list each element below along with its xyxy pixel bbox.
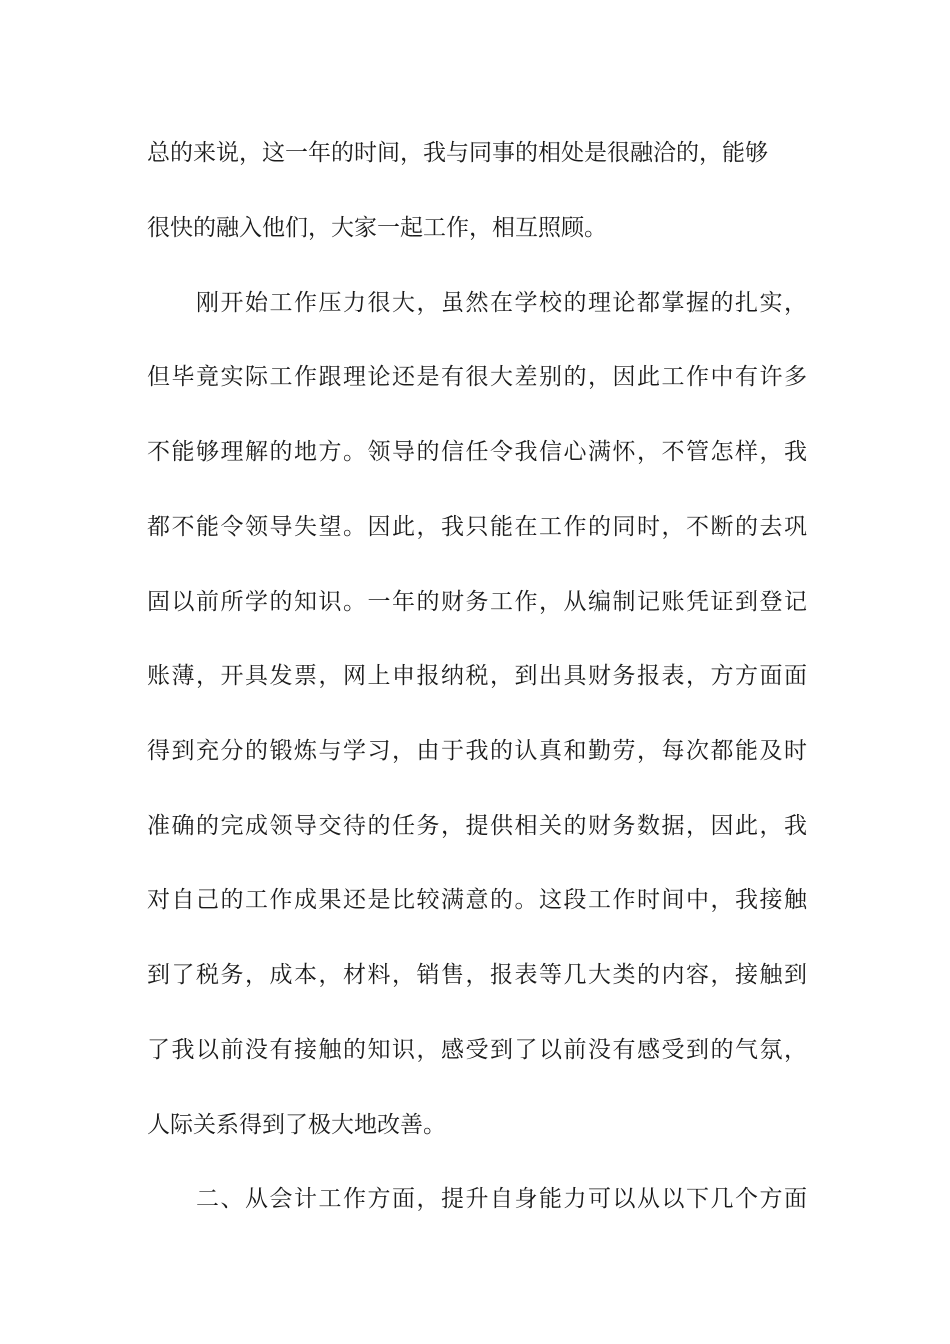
text-line: 二、从会计工作方面，提升自身能力可以从以下几个方面 (147, 1186, 807, 1212)
text-line: 准确的完成领导交待的任务，提供相关的财务数据，因此，我 (147, 813, 807, 839)
text-line: 得到充分的锻炼与学习，由于我的认真和勤劳，每次都能及时 (147, 738, 807, 764)
text-line: 但毕竟实际工作跟理论还是有很大差别的，因此工作中有许多 (147, 364, 807, 390)
text-line: 总的来说，这一年的时间，我与同事的相处是很融洽的，能够 (147, 140, 768, 166)
text-line: 了我以前没有接触的知识，感受到了以前没有感受到的气氛， (147, 1037, 807, 1063)
text-line: 都不能令领导失望。因此，我只能在工作的同时，不断的去巩 (147, 514, 807, 540)
text-line: 固以前所学的知识。一年的财务工作，从编制记账凭证到登记 (147, 589, 807, 615)
text-line: 不能够理解的地方。领导的信任令我信心满怀，不管怎样，我 (147, 439, 807, 465)
text-line: 到了税务，成本，材料，销售，报表等几大类的内容，接触到 (147, 962, 807, 988)
text-line: 对自己的工作成果还是比较满意的。这段工作时间中，我接触 (147, 887, 807, 913)
text-line: 刚开始工作压力很大，虽然在学校的理论都掌握的扎实， (147, 290, 807, 316)
text-line: 人际关系得到了极大地改善。 (147, 1112, 446, 1138)
text-line: 账薄，开具发票，网上申报纳税，到出具财务报表，方方面面 (147, 663, 807, 689)
text-line: 很快的融入他们，大家一起工作，相互照顾。 (147, 215, 607, 241)
